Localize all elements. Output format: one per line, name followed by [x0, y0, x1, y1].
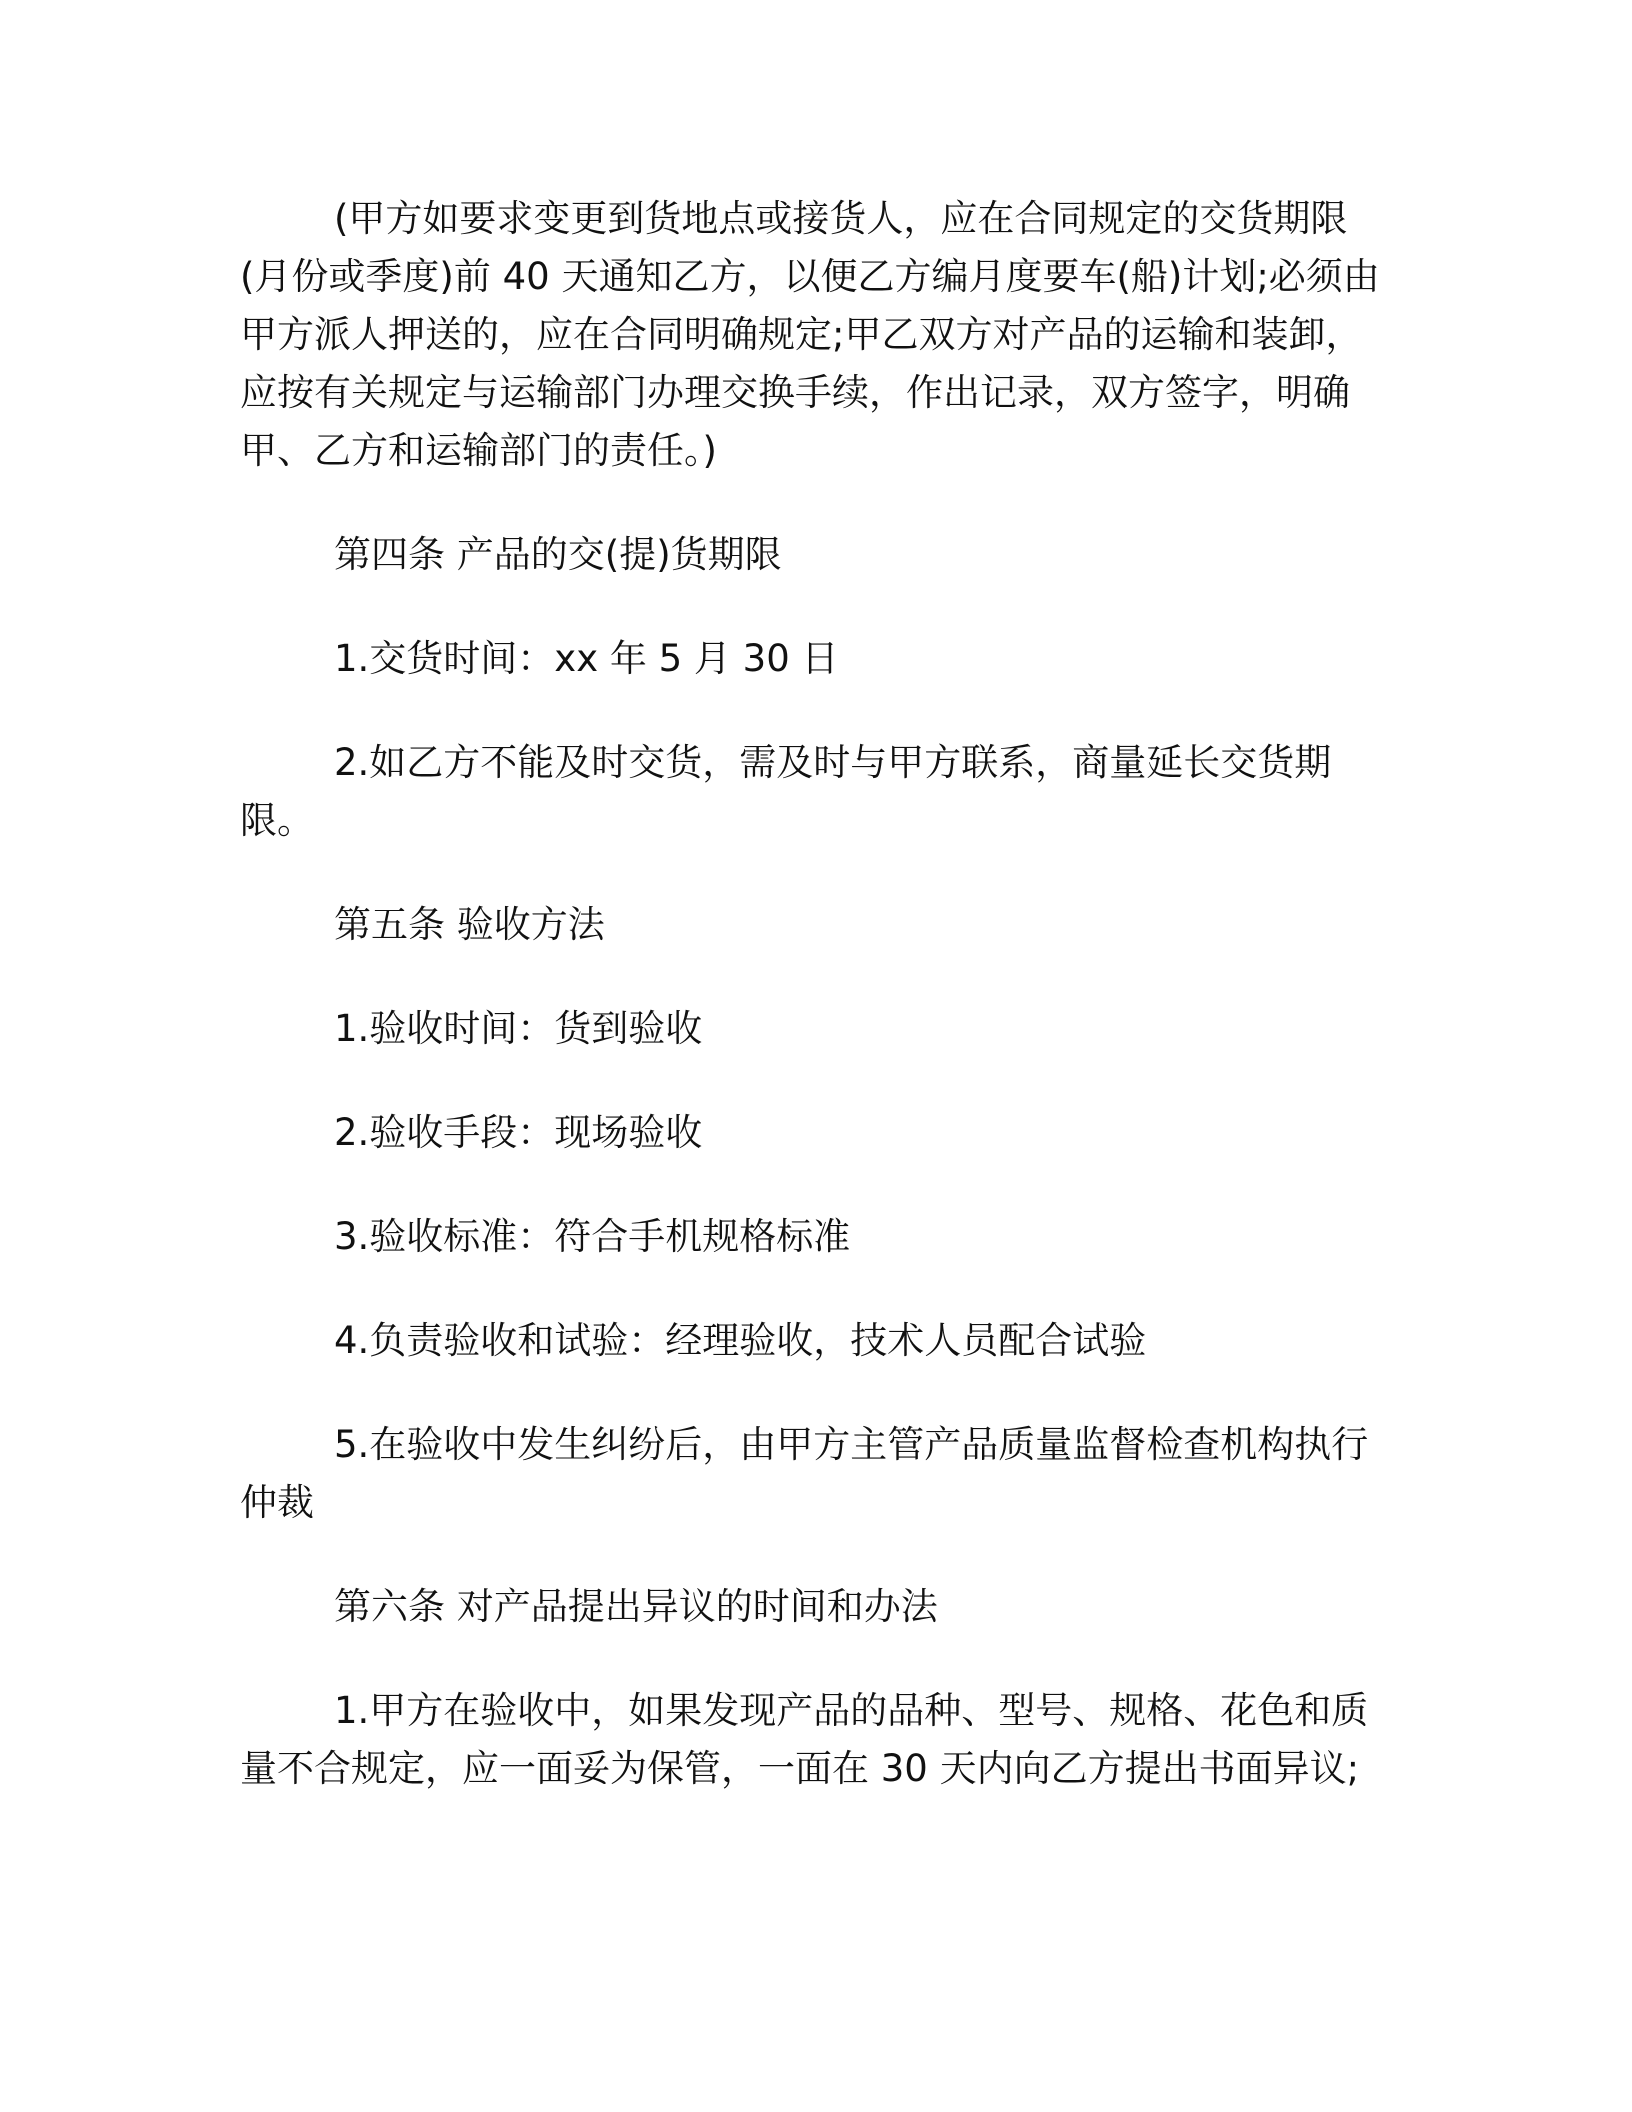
heading-article-4: 第四条 产品的交(提)货期限 — [334, 533, 782, 576]
clause-delivery-time: 1.交货时间：xx 年 5 月 30 日 — [334, 637, 839, 680]
document-body — [240, 190, 1380, 1798]
heading-article-5: 第五条 验收方法 — [334, 903, 605, 946]
clause-objection: 1.甲方在验收中，如果发现产品的品种、型号、规格、花色和质量不合规定，应一面妥为保管，一面在 30 天内向乙方提出书面异议; — [240, 1689, 1369, 1790]
clause-inspection-method: 2.验收手段：现场验收 — [334, 1111, 703, 1154]
clause-delivery-delay: 2.如乙方不能及时交货，需及时与甲方联系，商量延长交货期限。 — [240, 741, 1332, 842]
heading-article-6: 第六条 对产品提出异议的时间和办法 — [334, 1585, 938, 1628]
clause-inspection-standard: 3.验收标准：符合手机规格标准 — [334, 1215, 851, 1258]
clause-inspection-responsibility: 4.负责验收和试验：经理验收，技术人员配合试验 — [334, 1319, 1147, 1362]
clause-dispute-arbitration: 5.在验收中发生纠纷后，由甲方主管产品质量监督检查机构执行仲裁 — [240, 1423, 1369, 1524]
paragraph-transport-note: (甲方如要求变更到货地点或接货人，应在合同规定的交货期限(月份或季度)前 40 天通知乙方，以便乙方编月度要车(船)计划;必须由甲方派人押送的，应在合同明确规定;甲乙双方对产品的运输和装卸，应按有关规定与运输部门办理交换手续，作出记录，双方签字，明确甲、乙方和运输部门的责任。) — [240, 197, 1380, 472]
clause-inspection-time: 1.验收时间：货到验收 — [334, 1007, 703, 1050]
